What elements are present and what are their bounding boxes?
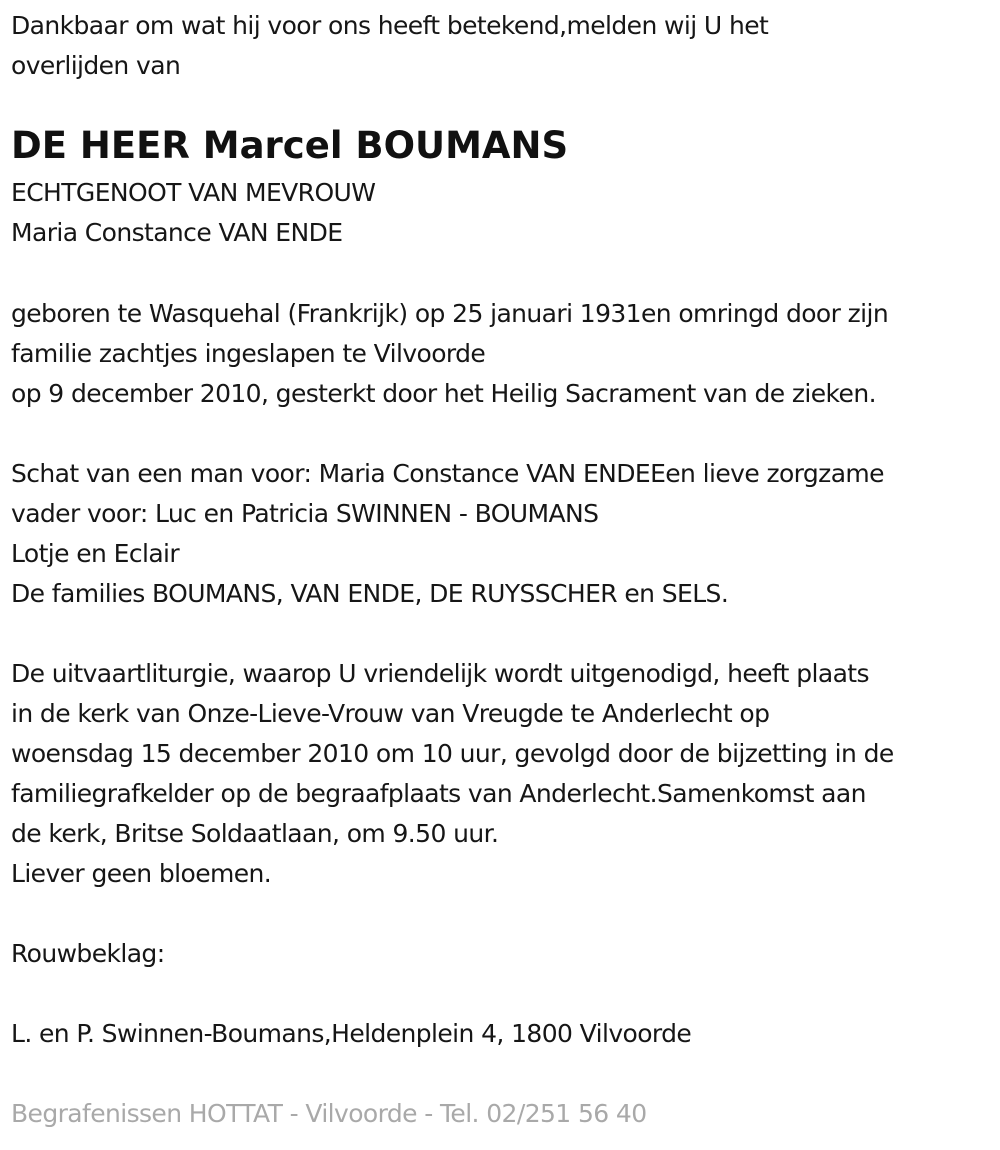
spouse-name: Maria Constance VAN ENDE	[11, 218, 343, 247]
family-line-4: De families BOUMANS, VAN ENDE, DE RUYSSCHER en SELS.	[11, 579, 729, 608]
funeral-line-5: de kerk, Britse Soldaatlaan, om 9.50 uur.	[11, 819, 499, 848]
funeral-home-footer: Begrafenissen HOTTAT - Vilvoorde - Tel. 02/251 56 40	[11, 1099, 647, 1128]
funeral-line-4: familiegrafkelder op de begraafplaats van Anderlecht.Samenkomst aan	[11, 779, 866, 808]
birth-death-line-3: op 9 december 2010, gesterkt door het Heilig Sacrament van de zieken.	[11, 379, 876, 408]
condolences-label: Rouwbeklag:	[11, 939, 165, 968]
intro-line-2: overlijden van	[11, 51, 181, 80]
birth-death-line-1: geboren te Wasquehal (Frankrijk) op 25 januari 1931en omringd door zijn	[11, 299, 889, 328]
funeral-line-2: in de kerk van Onze-Lieve-Vrouw van Vreugde te Anderlecht op	[11, 699, 770, 728]
funeral-line-1: De uitvaartliturgie, waarop U vriendelijk wordt uitgenodigd, heeft plaats	[11, 659, 869, 688]
condolences-address: L. en P. Swinnen-Boumans,Heldenplein 4, 1800 Vilvoorde	[11, 1019, 692, 1048]
funeral-line-6: Liever geen bloemen.	[11, 859, 272, 888]
intro-line-1: Dankbaar om wat hij voor ons heeft betekend,melden wij U het	[11, 11, 769, 40]
family-line-3: Lotje en Eclair	[11, 539, 180, 568]
family-line-2: vader voor: Luc en Patricia SWINNEN - BOUMANS	[11, 499, 599, 528]
funeral-line-3: woensdag 15 december 2010 om 10 uur, gevolgd door de bijzetting in de	[11, 739, 894, 768]
family-line-1: Schat van een man voor: Maria Constance VAN ENDEEen lieve zorgzame	[11, 459, 884, 488]
birth-death-line-2: familie zachtjes ingeslapen te Vilvoorde	[11, 339, 486, 368]
deceased-name: DE HEER Marcel BOUMANS	[11, 124, 569, 167]
spouse-label: ECHTGENOOT VAN MEVROUW	[11, 178, 376, 207]
